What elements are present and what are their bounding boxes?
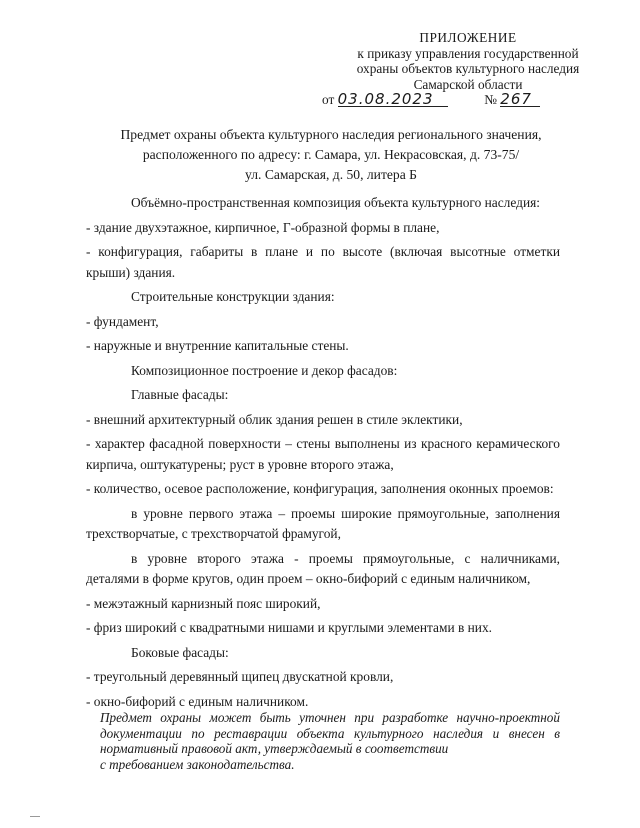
subsection-heading-main-facades: Главные фасады: — [131, 387, 229, 402]
order-region-line: Самарской области — [413, 76, 523, 92]
footer-note-text: Предмет охраны может быть уточнен при разработке научно-проектной документации по реставрации объекта культурного наследия и внесен в нормативный правовой акт, утверждаемый в соответствии — [100, 710, 560, 756]
date-prefix: от — [322, 92, 335, 107]
handwritten-number: 267 — [500, 93, 540, 107]
section-heading-volume: Объёмно-пространственная композиция объекта культурного наследия: — [131, 195, 540, 210]
title-line-1: Предмет охраны объекта культурного наследия регионального значения, — [120, 127, 542, 142]
section-heading-facades: Композиционное построение и декор фасадов: — [131, 362, 398, 378]
list-item: - окно-бифорий с единым наличником. — [86, 693, 309, 709]
title-line-3: ул. Самарская, д. 50, литера Б — [245, 167, 417, 182]
list-item: - количество, осевое расположение, конфигурация, заполнения оконных проемов: — [86, 481, 554, 496]
document-title — [96, 125, 566, 185]
appendix-label: ПРИЛОЖЕНИЕ — [419, 30, 517, 45]
list-item: - наружные и внутренние капитальные стены. — [86, 338, 349, 353]
order-date-number — [322, 92, 622, 108]
list-item: - фриз широкий с квадратными нишами и круглыми элементами в них. — [86, 620, 493, 635]
list-item: - конфигурация, габариты в плане и по высоте (включая высотные отметки крыши) здания. — [86, 244, 560, 280]
order-reference-line: к приказу управления государственной — [357, 45, 579, 61]
list-item: - характер фасадной поверхности – стены выполнены из красного керамического кирпича, оштукатурены; руст в уровне второго этажа, — [86, 436, 560, 472]
list-subitem: в уровне первого этажа – проемы широкие прямоугольные, заполнения трехстворчатые, с трехстворчатой фрамугой, — [86, 505, 560, 541]
appendix-header — [318, 30, 618, 92]
handwritten-date: 03.08.2023 — [338, 93, 448, 107]
number-prefix: № — [484, 92, 497, 107]
subsection-heading-side-facades: Боковые фасады: — [131, 644, 229, 660]
list-item: - внешний архитектурный облик здания решен в стиле эклектики, — [86, 411, 463, 427]
title-line-2: расположенного по адресу: г. Самара, ул. Некрасовская, д. 73-75/ — [142, 147, 520, 162]
page-edge-mark — [30, 816, 40, 817]
footer-note — [100, 710, 560, 772]
section-heading-structures: Строительные конструкции здания: — [131, 289, 335, 304]
footer-note-last-line: с требованием законодательства. — [100, 756, 295, 772]
list-subitem: в уровне второго этажа - проемы прямоугольные, с наличниками, деталями в форме кругов, один проем – окно-бифорий с единым наличником, — [86, 550, 560, 586]
list-item: - здание двухэтажное, кирпичное, Г-образной формы в плане, — [86, 219, 440, 235]
document-body — [86, 193, 560, 716]
order-authority-line: охраны объектов культурного наследия — [356, 61, 580, 76]
list-item: - фундамент, — [86, 313, 159, 329]
list-item: - треугольный деревянный щипец двускатной кровли, — [86, 669, 394, 684]
list-item: - межэтажный карнизный пояс широкий, — [86, 595, 321, 611]
